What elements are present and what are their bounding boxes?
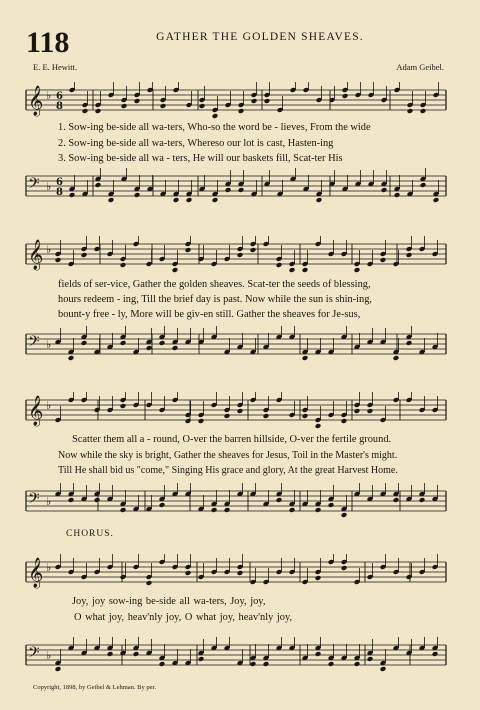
lyric-line-s2-v3: bount-y free - ly, More will be giv-en still. Gather the sheaves for Je-sus, [58,309,361,320]
note-head [108,197,115,203]
note-head [354,267,361,273]
bass-clef-icon: 𝄢 [28,490,40,511]
note-head [212,113,219,119]
lyric-line-s2-v2: hours redeem - ing, Till the brief day is past. Now while the sun is shin-ing, [58,294,372,305]
bass-clef-icon: 𝄢 [28,175,40,196]
note-head [302,355,309,361]
note-head [380,257,387,263]
note-head [406,340,413,346]
note-head [250,661,257,667]
note-head [121,103,128,109]
lyric-line-s3-v2: Now while the sky is bright, Gather the sheaves for Jesus, Toil in the Master's might. [58,450,398,461]
note-head [237,570,244,576]
note-head [276,262,283,268]
lyric-line-s1-v3: 3. Sow-ing be-side all wa - ters, He will our baskets fill, Scat-ter His [58,153,343,164]
lyric-line-s4-v1: Joy, joy sow-ing be-side all wa-ters, Joy, joy, [72,596,266,607]
note-head [251,98,258,104]
time-signature-bottom: 8 [56,101,63,112]
note-head [237,408,244,414]
note-head [225,187,232,193]
key-flat-icon: ♭ [46,338,52,351]
note-head [341,512,348,518]
note-head [341,418,348,424]
note-head [224,507,231,513]
note-head [367,656,374,662]
note-head [198,418,205,424]
bass-staff-system-4 [0,637,480,677]
bass-staff-system-3 [0,483,480,523]
treble-clef-icon: 𝄞 [28,558,44,588]
note-head [120,340,127,346]
key-flat-icon: ♭ [46,561,52,574]
note-head [393,355,400,361]
treble-staff-system-2 [0,236,480,276]
key-flat-icon: ♭ [46,399,52,412]
note-head [315,423,322,429]
note-head [173,197,180,203]
note-head [134,98,141,104]
note-head [380,666,387,672]
time-signature-top: 6 [56,177,63,188]
note-head [263,413,270,419]
note-head [237,252,244,258]
note-head [146,580,153,586]
key-flat-icon: ♭ [46,89,52,102]
note-head [159,502,166,508]
note-head [367,408,374,414]
key-flat-icon: ♭ [46,243,52,256]
note-head [420,182,427,188]
key-flat-icon: ♭ [46,180,52,193]
note-head [107,651,114,657]
key-flat-icon: ♭ [46,649,52,662]
note-head [342,93,349,99]
note-head [146,345,153,351]
copyright-notice: Copyright, 1898, by Geibel & Lehman. By per. [33,684,156,691]
note-head [81,252,88,258]
note-head [95,108,102,114]
hymn-title: GATHER THE GOLDEN SHEAVES. [156,31,364,43]
hymn-number: 118 [26,26,70,59]
lyric-line-s3-v3: Till He shall bid us "come," Singing His grace and glory, At the great Harvest Home. [58,465,398,476]
chorus-label: CHORUS. [66,529,114,539]
note-head [69,192,76,198]
note-head [159,340,166,346]
lyric-line-s1-v2: 2. Sow-ing be-side all wa-ters, Whereso our lot is cast, Hasten-ing [58,138,334,149]
note-head [172,267,179,273]
lyric-line-s2-v1: fields of ser-vice, Gather the golden sheaves. Scat-ter the seeds of blessing, [58,279,371,290]
bass-clef-icon: 𝄢 [28,644,40,665]
note-head [264,98,271,104]
note-head [120,507,127,513]
treble-clef-icon: 𝄞 [28,240,44,270]
lyric-line-s1-v1: 1. Sow-ing be-side all wa-ters, Who-so the word be - lieves, From the wide [58,122,371,133]
note-head [315,575,322,581]
note-head [238,187,245,193]
note-head [341,565,348,571]
note-head [432,651,439,657]
note-head [133,651,140,657]
note-head [302,267,309,273]
note-head [238,108,245,114]
time-signature-top: 6 [56,91,63,102]
bass-clef-icon: 𝄢 [28,333,40,354]
note-head [211,507,218,513]
note-head [433,197,440,203]
note-head [420,108,427,114]
note-head [381,187,388,193]
note-head [55,257,62,263]
treble-clef-icon: 𝄞 [28,86,44,116]
note-head [185,247,192,253]
note-head [406,252,413,258]
note-head [276,497,283,503]
note-head [120,403,127,409]
key-flat-icon: ♭ [46,495,52,508]
note-head [263,661,270,667]
note-head [81,340,88,346]
note-head [94,497,101,503]
note-head [302,413,309,419]
note-head [198,656,205,662]
note-head [160,103,167,109]
note-head [199,103,206,109]
note-head [68,497,75,503]
note-head [354,408,361,414]
note-head [316,197,323,203]
lyric-line-s3-v1: Scatter them all a - round, O-ver the barren hillside, O-ver the fertile ground. [72,434,392,445]
composer-credit: Adam Geibel. [396,62,444,72]
note-head [354,661,361,667]
bass-staff-system-2 [0,326,480,366]
treble-staff-system-1 [0,82,480,122]
note-head [315,507,322,513]
bass-staff-system-1 [0,168,480,208]
note-head [95,182,102,188]
note-head [407,108,414,114]
note-head [185,570,192,576]
note-head [186,197,193,203]
note-head [68,355,75,361]
note-head [289,267,296,273]
note-head [394,192,401,198]
note-head [328,661,335,667]
treble-staff-system-3 [0,392,480,432]
note-head [289,507,296,513]
lyricist-credit: E. E. Hewitt. [33,62,78,72]
lyric-line-s4-v2: O what joy, heav'nly joy, O what joy, heav'nly joy, [74,612,293,623]
note-head [328,502,335,508]
note-head [393,497,400,503]
note-head [419,497,426,503]
note-head [82,108,89,114]
note-head [250,247,257,253]
note-head [55,666,62,672]
note-head [212,197,219,203]
note-head [159,661,166,667]
note-head [224,413,231,419]
note-head [315,651,322,657]
note-head [120,262,127,268]
note-head [172,345,179,351]
time-signature-bottom: 8 [56,187,63,198]
note-head [134,192,141,198]
treble-staff-system-4 [0,554,480,594]
treble-clef-icon: 𝄞 [28,396,44,426]
